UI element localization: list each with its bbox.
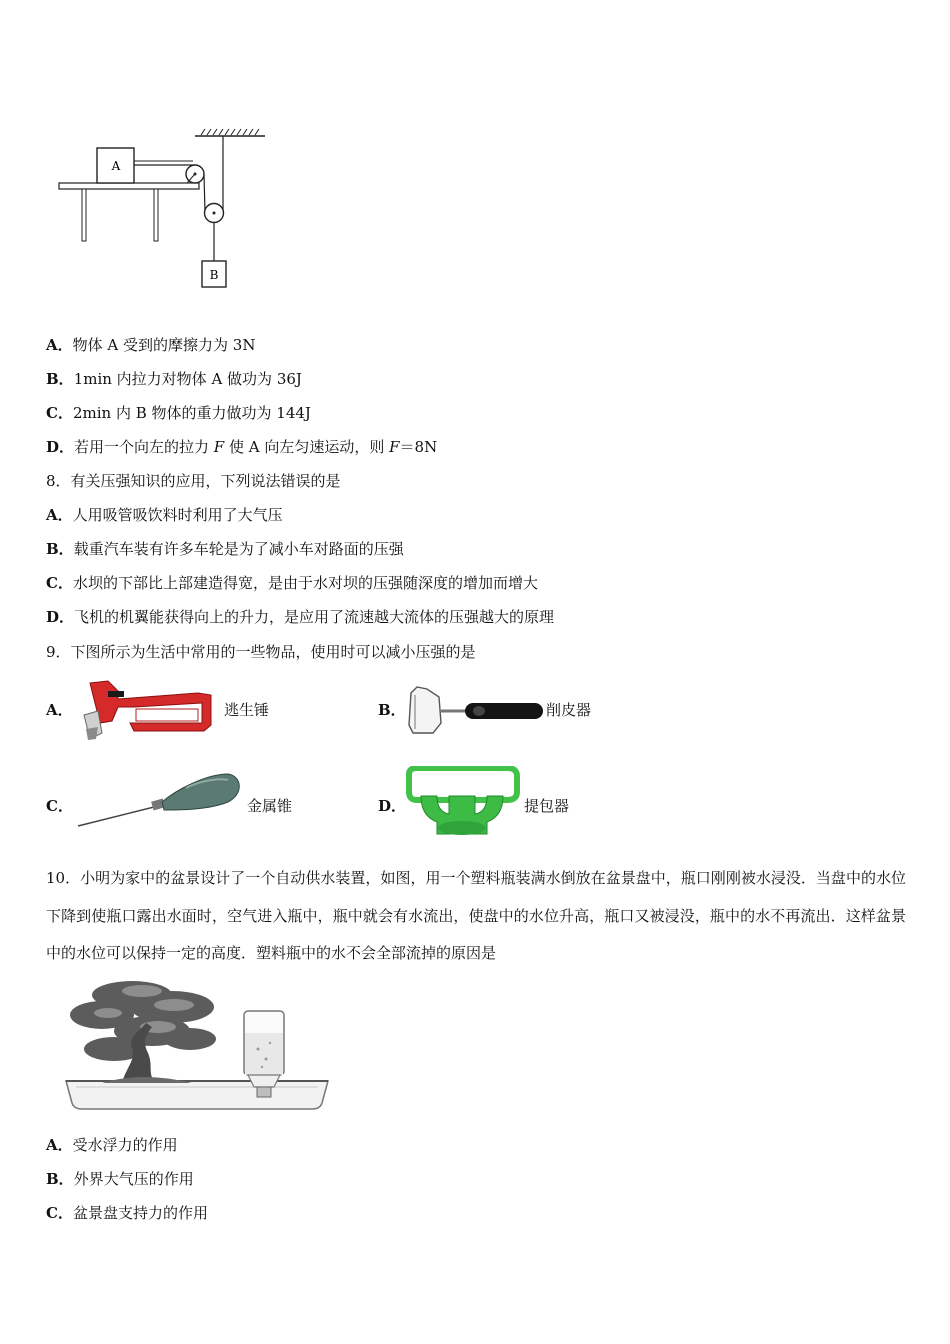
pulley-diagram (55, 125, 270, 293)
q8-option-b: B．载重汽车装有许多车轮是为了减小车对路面的压强 (46, 540, 404, 558)
q7-option-b: B．1min 内拉力对物体 A 做功为 36J (46, 370, 302, 388)
q8-option-d: D．飞机的机翼能获得向上的升力，是应用了流速越大流体的压强越大的原理 (46, 608, 555, 626)
q10-option-a: A．受水浮力的作用 (46, 1136, 178, 1154)
bag-holder-image (403, 766, 521, 838)
q8-option-c: C．水坝的下部比上部建造得宽，是由于水对坝的压强随深度的增加而增大 (46, 574, 538, 592)
q8-stem: 8．有关压强知识的应用，下列说法错误的是 (46, 472, 341, 490)
q10-option-c: C．盆景盘支持力的作用 (46, 1204, 208, 1222)
block-b-label: B (209, 268, 219, 282)
q9-item-a-key: A． (46, 701, 73, 719)
block-a-label: A (111, 159, 121, 173)
bonsai-bottle-figure (62, 975, 334, 1117)
q8-option-a: A．人用吸管吸饮料时利用了大气压 (46, 506, 283, 524)
q9-item-b-name: 削皮器 (546, 701, 592, 719)
q9-item-d-name: 提包器 (524, 797, 570, 815)
q9-item-b-key: B． (378, 701, 406, 719)
q9-item-c-key: C． (46, 797, 73, 815)
peeler-image (405, 683, 545, 738)
q10-option-b: B．外界大气压的作用 (46, 1170, 194, 1188)
awl-image (76, 770, 242, 830)
q9-stem: 9．下图所示为生活中常用的一些物品，使用时可以减小压强的是 (46, 643, 476, 661)
q9-item-c-name: 金属锥 (247, 797, 293, 815)
q7-option-a: A．物体 A 受到的摩擦力为 3N (46, 336, 256, 354)
q7-option-c: C．2min 内 B 物体的重力做功为 144J (46, 404, 311, 422)
q7-option-d: D．若用一个向左的拉力 F 使 A 向左匀速运动，则 F＝8N (46, 438, 438, 456)
q9-item-d-key: D． (378, 797, 407, 815)
escape-hammer-image (78, 677, 214, 743)
q9-item-a-name: 逃生锤 (224, 701, 270, 719)
q10-stem: 10．小明为家中的盆景设计了一个自动供水装置，如图，用一个塑料瓶装满水倒放在盆景盘中，瓶口刚刚被水浸没．当盘中的水位下降到使瓶口露出水面时，空气进入瓶中，瓶中就会有水流出，使盘中的水位升高，瓶口又被浸没，瓶中的水不再流出．这样盆景中的水位可以保持一定的高度．塑料瓶中的水不会全部流掉的原因是 (46, 869, 906, 962)
